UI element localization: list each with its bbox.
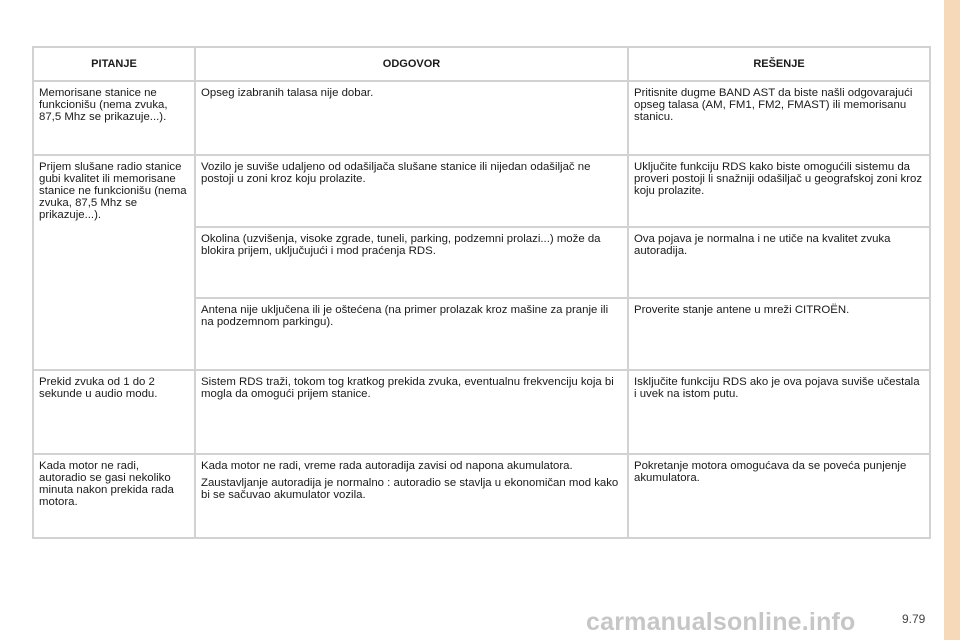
header-question: PITANJE: [33, 47, 195, 81]
solution-cell: Ova pojava je normalna i ne utiče na kvalitet zvuka autoradija.: [628, 227, 930, 298]
answer-text: Antena nije uključena ili je oštećena (na primer prolazak kroz mašine za pranje ili na podzemnom parkingu).: [201, 304, 609, 328]
question-cell: Prijem slušane radio stanice gubi kvalitet ili memorisane stanice ne funkcionišu (nema zvuka, 87,5 Mhz se prikazuje...).: [33, 155, 195, 370]
table-header-row: [33, 47, 930, 81]
header-solution: REŠENJE: [628, 47, 930, 81]
answer-cell: [195, 370, 628, 454]
answer-cell: [195, 298, 628, 370]
answer-text: Opseg izabranih talasa nije dobar.: [201, 87, 374, 99]
table-row: [33, 81, 930, 155]
side-color-strip: [944, 0, 960, 640]
answer-text: Vozilo je suviše udaljeno od odašiljača slušane stanice ili nijedan odašiljač ne postoji u zoni kroz koju prolazite.: [201, 161, 591, 185]
question-cell: Memorisane stanice ne funkcionišu (nema zvuka, 87,5 Mhz se prikazuje...).: [33, 81, 195, 155]
solution-cell: Pokretanje motora omogućava da se poveća punjenje akumulatora.: [628, 454, 930, 538]
table-row: [33, 454, 930, 538]
header-answer: ODGOVOR: [195, 47, 628, 81]
answer-text: Kada motor ne radi, vreme rada autoradija zavisi od napona akumulatora.: [201, 460, 573, 472]
question-cell: Kada motor ne radi, autoradio se gasi nekoliko minuta nakon prekida rada motora.: [33, 454, 195, 538]
answer-text: Okolina (uzvišenja, visoke zgrade, tuneli, parking, podzemni prolazi...) može da blokira prijem, uključujući i mod praćenja RDS.: [201, 233, 601, 257]
page-number: 9.79: [902, 612, 926, 626]
answer-cell: [195, 454, 628, 538]
solution-cell: Isključite funkciju RDS ako je ova pojava suviše učestala i uvek na istom putu.: [628, 370, 930, 454]
answer-cell: [195, 81, 628, 155]
solution-cell: Proverite stanje antene u mreži CITROËN.: [628, 298, 930, 370]
table-row: [33, 155, 930, 227]
answer-cell: [195, 227, 628, 298]
table-row: [33, 370, 930, 454]
question-cell: Prekid zvuka od 1 do 2 sekunde u audio modu.: [33, 370, 195, 454]
solution-cell: Pritisnite dugme BAND AST da biste našli odgovarajući opseg talasa (AM, FM1, FM2, FMAST) ili memorisanu stanicu.: [628, 81, 930, 155]
answer-cell: [195, 155, 628, 227]
answer-text: Zaustavljanje autoradija je normalno : autoradio se stavlja u ekonomičan mod kako bi se sačuvao akumulator vozila.: [201, 477, 619, 501]
solution-cell: Uključite funkciju RDS kako biste omogućili sistemu da proveri postoji li snažniji odašiljač u geografskoj zoni kroz koju prolazite.: [628, 155, 930, 227]
watermark: carmanualsonline.info: [586, 608, 856, 636]
troubleshooting-table: [32, 46, 931, 539]
answer-text: Sistem RDS traži, tokom tog kratkog prekida zvuka, eventualnu frekvenciju koja bi mogla da omogući prijem stanice.: [201, 376, 614, 400]
